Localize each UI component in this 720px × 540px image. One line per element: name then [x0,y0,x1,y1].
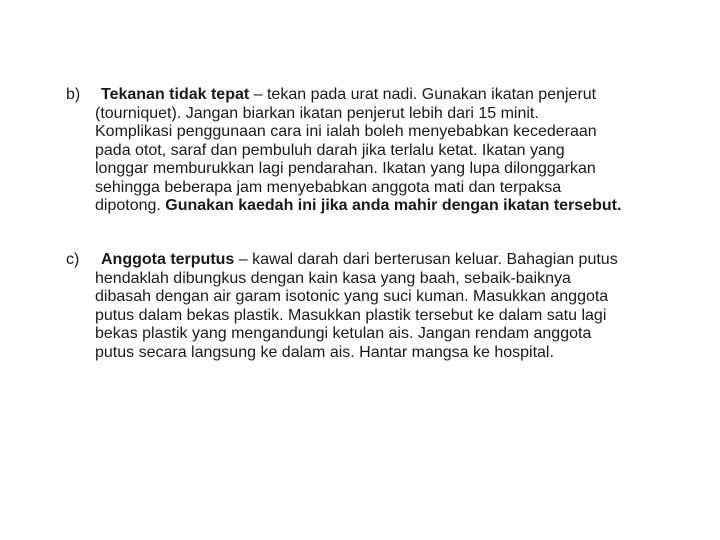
item-b-text-1: tekan pada urat nadi. Gunakan ikatan penjerut [266,86,597,103]
item-b-marker: b) [66,86,81,103]
item-b-line-2: (tourniquet). Jangan biarkan ikatan penjerut lebih dari 15 minit. [95,104,539,122]
item-c-line-6: putus secara langsung ke dalam ais. Hantar mangsa ke hospital. [95,343,554,361]
item-b-bold-tail: Gunakan kaedah ini jika anda mahir dengan ikatan tersebut. [160,197,622,214]
item-b-line-3: Komplikasi penggunaan cara ini ialah boleh menyebabkan kecederaan [95,123,597,140]
item-b-line-6: sehingga beberapa jam menyebabkan anggota mati dan terpaksa [95,178,562,196]
item-c-marker: c) [66,251,80,268]
item-c-line-4: putus dalam bekas plastik. Masukkan plastik tersebut ke dalam satu lagi [95,306,607,324]
item-c-dash: – [234,251,253,268]
item-b-text-7: dipotong. [95,197,161,214]
item-b-heading: Tekanan tidak tepat [101,86,250,103]
item-b-line-5: longgar memburukkan lagi pendarahan. Ikatan yang lupa dilonggarkan [95,160,596,177]
list-item-b [66,86,696,216]
item-c-line-1 [66,251,696,270]
item-c-heading: Anggota terputus [101,251,235,268]
item-c-text-1: kawal darah dari berterusan keluar. Bahagian putus [252,251,618,268]
list-item-c [66,251,696,362]
item-c-line-2: hendaklah dibungkus dengan kain kasa yang baah, sebaik-baiknya [95,269,571,287]
item-c-line-5: bekas plastik yang mengandungi ketulan ais. Jangan rendam anggota [95,325,592,342]
item-b-line-4: pada otot, saraf dan pembuluh darah jika terlalu ketat. Ikatan yang [95,141,565,159]
item-c-line-3: dibasah dengan air garam isotonic yang suci kuman. Masukkan anggota [95,288,609,305]
item-b-line-1 [66,86,696,105]
item-b-line-7 [66,197,696,216]
item-b-dash: – [249,86,267,103]
